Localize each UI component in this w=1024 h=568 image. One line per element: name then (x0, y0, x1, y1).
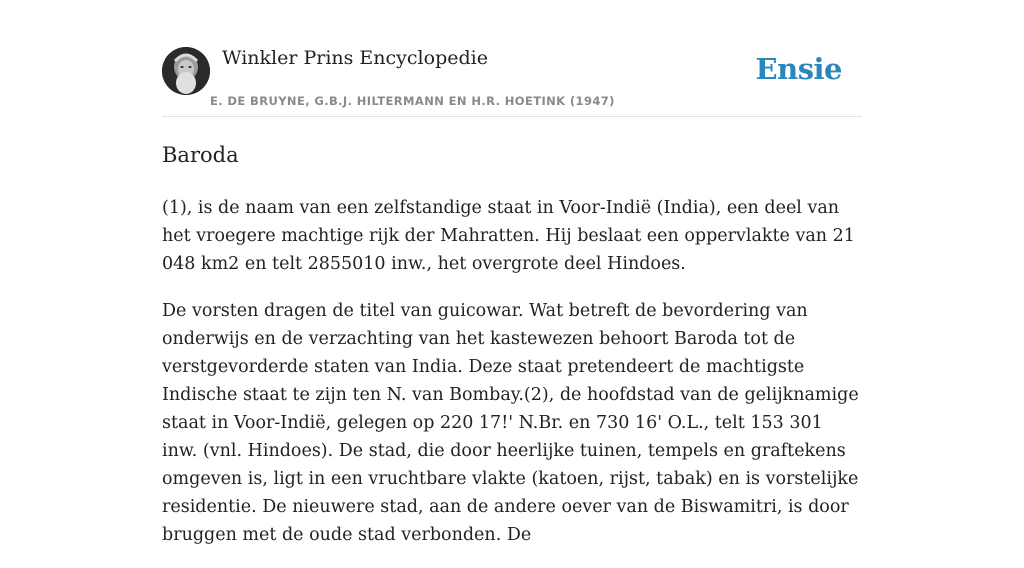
authors-line: E. DE BRUYNE, G.B.J. HILTERMANN EN H.R. HOETINK (1947) (210, 94, 615, 108)
portrait-icon (162, 47, 210, 95)
article (162, 140, 862, 568)
header (162, 0, 862, 117)
ensie-logo[interactable]: Ensie (755, 52, 842, 86)
article-paragraph: (1), is de naam van een zelfstandige staat in Voor-Indië (India), een deel van het vroegere machtige rijk der Mahratten. Hij beslaat een oppervlakte van 21 048 km2 en telt 2855010 inw., het overgrote deel Hindoes. (162, 198, 855, 274)
article-paragraph: De vorsten dragen de titel van guicowar. Wat betreft de bevordering van onderwijs en de verzachting van het kastewezen behoort Baroda tot de verstgevorderde staten van India. Deze staat pretendeert de machtigste Indische staat te zijn ten N. van Bombay.(2), de hoofdstad van de gelijknamige staat in Voor-Indië, gelegen op 220 17!' N.Br. en 730 16' O.L., telt 153 301 inw. (vnl. Hindoes). De stad, die door heerlijke tuinen, tempels en graftekens omgeven is, ligt in een vruchtbare vlakte (katoen, rijst, tabak) en is vorstelijke residentie. De nieuwere stad, aan de andere oever van de Biswamitri, is door bruggen met de oude stad verbonden. De (162, 301, 859, 545)
encyclopedia-name[interactable]: Winkler Prins Encyclopedie (222, 47, 488, 69)
article-title: Baroda (162, 143, 239, 167)
author-avatar (162, 47, 210, 95)
